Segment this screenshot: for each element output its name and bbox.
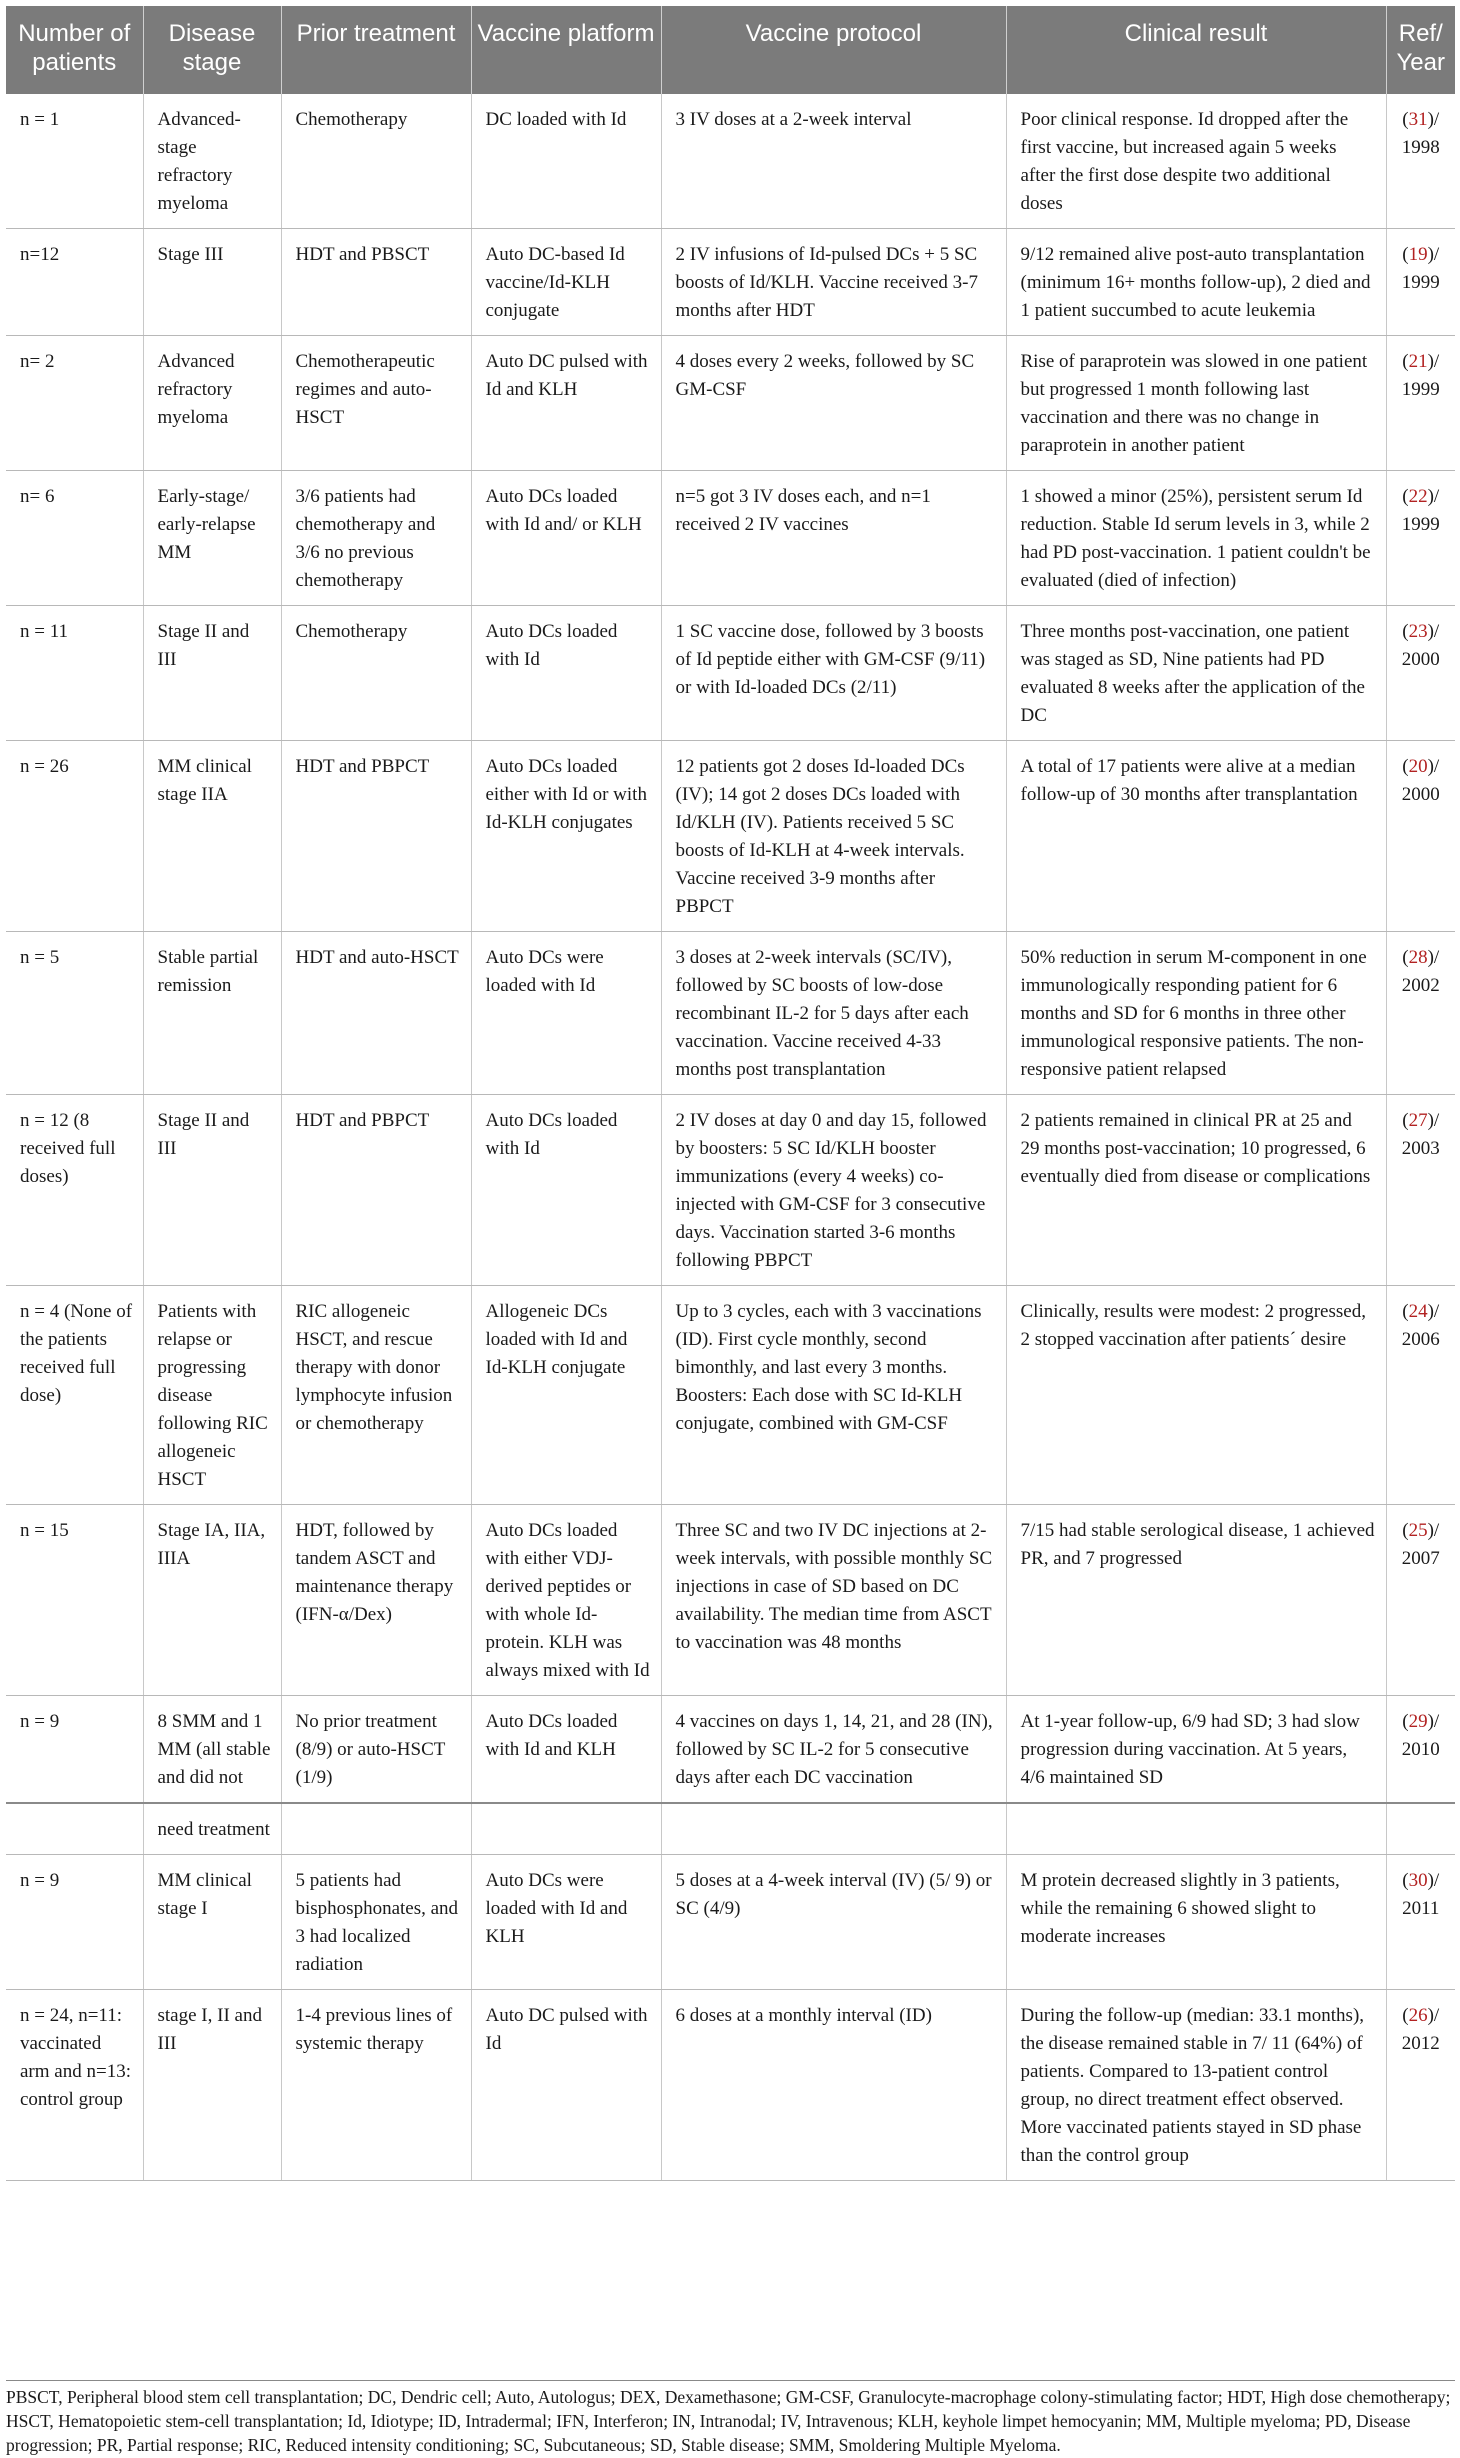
- year-label: 1999: [1401, 379, 1440, 400]
- clinical-result-cell: Poor clinical response. Id dropped after the first vaccine, but increased again 5 weeks after the first dose despite two additional doses: [1006, 94, 1386, 229]
- disease-stage-cell: stage I, II and III: [143, 1990, 281, 2181]
- header-clinical-result: Clinical result: [1006, 6, 1386, 94]
- table-row: [6, 932, 1455, 1095]
- vaccine-platform-cell: Auto DCs loaded with Id and KLH: [471, 1696, 661, 1804]
- disease-stage-cell: Stage II and III: [143, 1095, 281, 1286]
- vaccine-trials-table: [6, 6, 1455, 2181]
- header-patients: Number of patients: [6, 6, 143, 94]
- year-label: 2000: [1401, 784, 1440, 805]
- year-label: 2007: [1401, 1548, 1440, 1569]
- ref-year-cell: [1386, 1803, 1455, 1855]
- vaccine-protocol-cell: 3 IV doses at a 2-week interval: [661, 94, 1006, 229]
- vaccine-protocol-cell: 2 IV infusions of Id-pulsed DCs + 5 SC boosts of Id/KLH. Vaccine received 3-7 months after HDT: [661, 229, 1006, 336]
- table-body: [6, 94, 1455, 2181]
- ref-year-cell: (25)/ 2007: [1386, 1505, 1455, 1696]
- prior-treatment-cell: HDT, followed by tandem ASCT and maintenance therapy (IFN-α/Dex): [281, 1505, 471, 1696]
- table-row: [6, 229, 1455, 336]
- disease-stage-cell: need treatment: [143, 1803, 281, 1855]
- vaccine-platform-cell: Auto DCs were loaded with Id and KLH: [471, 1855, 661, 1990]
- table-row: [6, 94, 1455, 229]
- disease-stage-cell: Advanced-stage refractory myeloma: [143, 94, 281, 229]
- prior-treatment-cell: Chemotherapy: [281, 606, 471, 741]
- vaccine-platform-cell: Auto DCs loaded with Id: [471, 606, 661, 741]
- year-label: 2010: [1401, 1739, 1440, 1760]
- ref-year-cell: (24)/ 2006: [1386, 1286, 1455, 1505]
- clinical-result-cell: 7/15 had stable serological disease, 1 achieved PR, and 7 progressed: [1006, 1505, 1386, 1696]
- patients-cell: n = 26: [6, 741, 143, 932]
- header-vaccine-platform: Vaccine platform: [471, 6, 661, 94]
- vaccine-protocol-cell: 4 vaccines on days 1, 14, 21, and 28 (IN), followed by SC IL-2 for 5 consecutive days after each DC vaccination: [661, 1696, 1006, 1804]
- reference-link[interactable]: 25: [1408, 1520, 1428, 1541]
- table-row: [6, 1696, 1455, 1804]
- disease-stage-cell: Stage III: [143, 229, 281, 336]
- prior-treatment-cell: [281, 1803, 471, 1855]
- ref-year-cell: (23)/ 2000: [1386, 606, 1455, 741]
- vaccine-platform-cell: Auto DC-based Id vaccine/Id-KLH conjugate: [471, 229, 661, 336]
- reference-link[interactable]: 30: [1408, 1870, 1428, 1891]
- prior-treatment-cell: RIC allogeneic HSCT, and rescue therapy with donor lymphocyte infusion or chemotherapy: [281, 1286, 471, 1505]
- patients-cell: n = 15: [6, 1505, 143, 1696]
- clinical-result-cell: 50% reduction in serum M-component in one immunologically responding patient for 6 months and SD for 6 months in three other immunological responsive patients. The non-responsive patient relapsed: [1006, 932, 1386, 1095]
- ref-year-cell: (27)/ 2003: [1386, 1095, 1455, 1286]
- ref-year-cell: (29)/ 2010: [1386, 1696, 1455, 1804]
- vaccine-platform-cell: Auto DC pulsed with Id: [471, 1990, 661, 2181]
- clinical-result-cell: A total of 17 patients were alive at a median follow-up of 30 months after transplantation: [1006, 741, 1386, 932]
- patients-cell: n = 1: [6, 94, 143, 229]
- prior-treatment-cell: No prior treatment (8/9) or auto-HSCT (1/9): [281, 1696, 471, 1804]
- clinical-result-cell: At 1-year follow-up, 6/9 had SD; 3 had slow progression during vaccination. At 5 years, 4/6 maintained SD: [1006, 1696, 1386, 1804]
- table-row: [6, 1855, 1455, 1990]
- disease-stage-cell: Early-stage/ early-relapse MM: [143, 471, 281, 606]
- disease-stage-cell: Stage IA, IIA, IIIA: [143, 1505, 281, 1696]
- year-label: 1999: [1401, 514, 1440, 535]
- table-row: [6, 471, 1455, 606]
- clinical-result-cell: M protein decreased slightly in 3 patients, while the remaining 6 showed slight to moderate increases: [1006, 1855, 1386, 1990]
- prior-treatment-cell: Chemotherapy: [281, 94, 471, 229]
- vaccine-platform-cell: Auto DCs loaded with either VDJ-derived peptides or with whole Id-protein. KLH was always mixed with Id: [471, 1505, 661, 1696]
- header-prior-treatment: Prior treatment: [281, 6, 471, 94]
- ref-year-cell: (19)/ 1999: [1386, 229, 1455, 336]
- vaccine-protocol-cell: Three SC and two IV DC injections at 2-week intervals, with possible monthly SC injections in case of SD based on DC availability. The median time from ASCT to vaccination was 48 months: [661, 1505, 1006, 1696]
- clinical-result-cell: Rise of paraprotein was slowed in one patient but progressed 1 month following last vaccination and there was no change in paraprotein in another patient: [1006, 336, 1386, 471]
- vaccine-protocol-cell: [661, 1803, 1006, 1855]
- vaccine-platform-cell: DC loaded with Id: [471, 94, 661, 229]
- header-ref-year: Ref/ Year: [1386, 6, 1455, 94]
- reference-link[interactable]: 31: [1408, 109, 1428, 130]
- vaccine-platform-cell: Allogeneic DCs loaded with Id and Id-KLH conjugate: [471, 1286, 661, 1505]
- vaccine-platform-cell: Auto DCs were loaded with Id: [471, 932, 661, 1095]
- reference-link[interactable]: 28: [1408, 947, 1428, 968]
- table-row: [6, 336, 1455, 471]
- patients-cell: [6, 1803, 143, 1855]
- reference-link[interactable]: 26: [1408, 2005, 1428, 2026]
- patients-cell: n= 6: [6, 471, 143, 606]
- vaccine-protocol-cell: n=5 got 3 IV doses each, and n=1 received 2 IV vaccines: [661, 471, 1006, 606]
- patients-cell: n = 24, n=11: vaccinated arm and n=13: control group: [6, 1990, 143, 2181]
- ref-year-cell: (28)/ 2002: [1386, 932, 1455, 1095]
- year-label: 1998: [1401, 137, 1440, 158]
- patients-cell: n = 12 (8 received full doses): [6, 1095, 143, 1286]
- prior-treatment-cell: Chemotherapeutic regimes and auto-HSCT: [281, 336, 471, 471]
- prior-treatment-cell: HDT and PBPCT: [281, 741, 471, 932]
- year-label: 2006: [1401, 1329, 1440, 1350]
- disease-stage-cell: Advanced refractory myeloma: [143, 336, 281, 471]
- disease-stage-cell: Stage II and III: [143, 606, 281, 741]
- disease-stage-cell: MM clinical stage IIA: [143, 741, 281, 932]
- ref-year-cell: (22)/ 1999: [1386, 471, 1455, 606]
- ref-year-cell: (30)/ 2011: [1386, 1855, 1455, 1990]
- vaccine-platform-cell: Auto DCs loaded with Id and/ or KLH: [471, 471, 661, 606]
- vaccine-protocol-cell: 5 doses at a 4-week interval (IV) (5/ 9) or SC (4/9): [661, 1855, 1006, 1990]
- table-row: [6, 1505, 1455, 1696]
- table-row: [6, 606, 1455, 741]
- disease-stage-cell: Patients with relapse or progressing disease following RIC allogeneic HSCT: [143, 1286, 281, 1505]
- vaccine-platform-cell: Auto DC pulsed with Id and KLH: [471, 336, 661, 471]
- header-vaccine-protocol: Vaccine protocol: [661, 6, 1006, 94]
- patients-cell: n = 11: [6, 606, 143, 741]
- reference-link[interactable]: 24: [1408, 1301, 1428, 1322]
- vaccine-protocol-cell: 2 IV doses at day 0 and day 15, followed by boosters: 5 SC Id/KLH booster immunizations (every 4 weeks) co-injected with GM-CSF for 3 consecutive days. Vaccination started 3-6 months following PBPCT: [661, 1095, 1006, 1286]
- clinical-result-cell: 9/12 remained alive post-auto transplantation (minimum 16+ months follow-up), 2 died and 1 patient succumbed to acute leukemia: [1006, 229, 1386, 336]
- patients-cell: n= 2: [6, 336, 143, 471]
- ref-year-cell: (31)/ 1998: [1386, 94, 1455, 229]
- header-disease-stage: Disease stage: [143, 6, 281, 94]
- table-row: [6, 1990, 1455, 2181]
- clinical-result-cell: Three months post-vaccination, one patient was staged as SD, Nine patients had PD evaluated 8 weeks after the application of the DC: [1006, 606, 1386, 741]
- clinical-result-cell: 1 showed a minor (25%), persistent serum Id reduction. Stable Id serum levels in 3, while 2 had PD post-vaccination. 1 patient couldn't be evaluated (died of infection): [1006, 471, 1386, 606]
- vaccine-platform-cell: [471, 1803, 661, 1855]
- vaccine-protocol-cell: 6 doses at a monthly interval (ID): [661, 1990, 1006, 2181]
- patients-cell: n = 9: [6, 1855, 143, 1990]
- prior-treatment-cell: 3/6 patients had chemotherapy and 3/6 no previous chemotherapy: [281, 471, 471, 606]
- reference-link[interactable]: 29: [1408, 1711, 1428, 1732]
- vaccine-platform-cell: Auto DCs loaded either with Id or with Id-KLH conjugates: [471, 741, 661, 932]
- prior-treatment-cell: 1-4 previous lines of systemic therapy: [281, 1990, 471, 2181]
- ref-year-cell: (26)/ 2012: [1386, 1990, 1455, 2181]
- prior-treatment-cell: HDT and PBSCT: [281, 229, 471, 336]
- disease-stage-cell: Stable partial remission: [143, 932, 281, 1095]
- table-footnote: PBSCT, Peripheral blood stem cell transplantation; DC, Dendric cell; Auto, Autologus; DEX, Dexamethasone; GM-CSF, Granulocyte-macrophage colony-stimulating factor; HDT, High dose chemotherapy; HSCT, Hematopoietic stem-cell transplantation; Id, Idiotype; ID, Intradermal; IFN, Interferon; IN, Intranodal; IV, Intravenous; KLH, keyhole limpet hemocyanin; MM, Multiple myeloma; PD, Disease progression; PR, Partial response; RIC, Reduced intensity conditioning; SC, Subcutaneous; SD, Stable disease; SMM, Smoldering Multiple Myeloma.: [6, 2380, 1455, 2457]
- reference-link[interactable]: 22: [1408, 486, 1428, 507]
- prior-treatment-cell: 5 patients had bisphosphonates, and 3 had localized radiation: [281, 1855, 471, 1990]
- vaccine-protocol-cell: 4 doses every 2 weeks, followed by SC GM-CSF: [661, 336, 1006, 471]
- year-label: 2003: [1401, 1138, 1440, 1159]
- patients-cell: n = 5: [6, 932, 143, 1095]
- clinical-result-cell: [1006, 1803, 1386, 1855]
- vaccine-protocol-cell: Up to 3 cycles, each with 3 vaccinations (ID). First cycle monthly, second bimonthly, and last every 3 months. Boosters: Each dose with SC Id-KLH conjugate, combined with GM-CSF: [661, 1286, 1006, 1505]
- vaccine-protocol-cell: 3 doses at 2-week intervals (SC/IV), followed by SC boosts of low-dose recombinant IL-2 for 5 days after each vaccination. Vaccine received 4-33 months post transplantation: [661, 932, 1006, 1095]
- vaccine-platform-cell: Auto DCs loaded with Id: [471, 1095, 661, 1286]
- clinical-result-cell: 2 patients remained in clinical PR at 25 and 29 months post-vaccination; 10 progressed, 6 eventually died from disease or complications: [1006, 1095, 1386, 1286]
- disease-stage-cell: MM clinical stage I: [143, 1855, 281, 1990]
- patients-cell: n=12: [6, 229, 143, 336]
- table-row: [6, 1095, 1455, 1286]
- year-label: 1999: [1401, 272, 1440, 293]
- table-row: [6, 1803, 1455, 1855]
- clinical-result-cell: Clinically, results were modest: 2 progressed, 2 stopped vaccination after patients´ desire: [1006, 1286, 1386, 1505]
- vaccine-protocol-cell: 12 patients got 2 doses Id-loaded DCs (IV); 14 got 2 doses DCs loaded with Id/KLH (IV). Patients received 5 SC boosts of Id-KLH at 4-week intervals. Vaccine received 3-9 months after PBPCT: [661, 741, 1006, 932]
- disease-stage-cell: 8 SMM and 1 MM (all stable and did not: [143, 1696, 281, 1804]
- ref-year-cell: (20)/ 2000: [1386, 741, 1455, 932]
- table-row: [6, 1286, 1455, 1505]
- year-label: 2002: [1401, 975, 1440, 996]
- reference-link[interactable]: 27: [1408, 1110, 1428, 1131]
- year-label: 2011: [1402, 1898, 1440, 1919]
- reference-link[interactable]: 19: [1408, 244, 1428, 265]
- patients-cell: n = 9: [6, 1696, 143, 1804]
- year-label: 2000: [1401, 649, 1440, 670]
- prior-treatment-cell: HDT and auto-HSCT: [281, 932, 471, 1095]
- reference-link[interactable]: 21: [1408, 351, 1428, 372]
- patients-cell: n = 4 (None of the patients received full dose): [6, 1286, 143, 1505]
- vaccine-protocol-cell: 1 SC vaccine dose, followed by 3 boosts of Id peptide either with GM-CSF (9/11) or with Id-loaded DCs (2/11): [661, 606, 1006, 741]
- clinical-result-cell: During the follow-up (median: 33.1 months), the disease remained stable in 7/ 11 (64%) of patients. Compared to 13-patient control group, no direct treatment effect observed. More vaccinated patients stayed in SD phase than the control group: [1006, 1990, 1386, 2181]
- table-header-row: [6, 6, 1455, 94]
- table-row: [6, 741, 1455, 932]
- reference-link[interactable]: 20: [1408, 756, 1428, 777]
- ref-year-cell: (21)/ 1999: [1386, 336, 1455, 471]
- prior-treatment-cell: HDT and PBPCT: [281, 1095, 471, 1286]
- year-label: 2012: [1401, 2033, 1440, 2054]
- reference-link[interactable]: 23: [1408, 621, 1428, 642]
